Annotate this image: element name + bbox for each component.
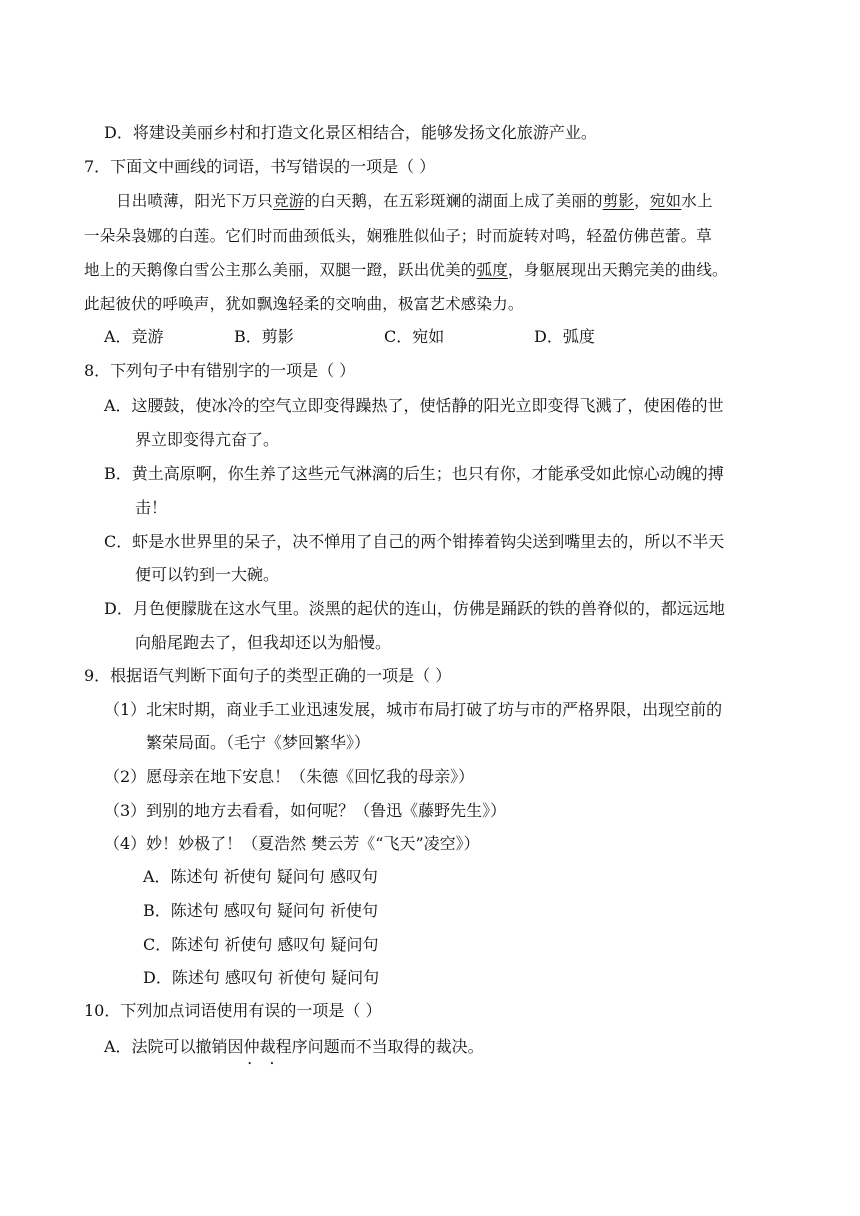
q7-stem: 7．下面文中画线的词语，书写错误的一项是（ ） [84,157,436,176]
q8-option-a[interactable]: A．这腰鼓，使冰冷的空气立即变得躁热了，使恬静的阳光立即变得飞溅了，使困倦的世 [104,396,724,415]
underlined-word-jianying: 剪影 [602,192,635,210]
q7-option-a[interactable]: A．竞游 [104,327,164,346]
q8-option-d-cont: 向船尾跑去了，但我却还以为船慢。 [135,633,392,652]
dotted-word-zhongcai: 仲裁 • • [244,1036,276,1058]
q7-passage-line-3: 地上的天鹅像白雪公主那么美丽，双腿一蹬，跃出优美的弧度，身躯展现出天鹅完美的曲线。 [84,261,728,279]
q8-option-c[interactable]: C．虾是水世界里的呆子，决不惮用了自己的两个钳捧着钩尖送到嘴里去的，所以不半天 [104,532,725,551]
q7-option-b[interactable]: B．剪影 [234,327,294,346]
q10-stem: 10．下列加点词语使用有误的一项是（ ） [84,1001,382,1020]
q7-passage-line-4: 此起彼伏的呼唤声，犹如飘逸轻柔的交响曲，极富艺术感染力。 [84,295,524,313]
q8-option-b[interactable]: B．黄土高原啊，你生养了这些元气淋漓的后生；也只有你，才能承受如此惊心动魄的搏 [104,464,724,483]
underlined-word-hudu: 弧度 [476,261,508,279]
q8-option-c-cont: 便可以钓到一大碗。 [135,565,280,584]
q9-stem: 9．根据语气判断下面句子的类型正确的一项是（ ） [84,666,452,685]
q9-sentence-2: （2）愿母亲在地下安息！（朱德《回忆我的母亲》） [104,767,475,786]
q9-option-d[interactable]: D．陈述句 感叹句 祈使句 疑问句 [143,968,380,987]
underlined-word-wanru: 宛如 [649,192,682,210]
q8-option-d[interactable]: D．月色便朦胧在这水气里。淡黑的起伏的连山，仿佛是踊跃的铁的兽脊似的，都远远地 [104,599,725,618]
q9-sentence-4: （4）妙！妙极了！（夏浩然 樊云芳《“飞天”凌空》） [104,834,480,853]
q10-option-a[interactable]: A．法院可以撤销因仲裁 • •程序问题而不当取得的裁决。 [104,1036,484,1058]
q9-option-a[interactable]: A．陈述句 祈使句 疑问句 感叹句 [143,867,378,886]
q8-stem: 8．下列句子中有错别字的一项是（ ） [84,361,356,380]
q7-option-d[interactable]: D．弧度 [534,327,595,346]
underlined-word-jingyou: 竞游 [273,192,305,210]
q9-option-b[interactable]: B．陈述句 感叹句 疑问句 祈使句 [143,901,379,920]
q9-sentence-1: （1）北宋时期，商业手工业迅速发展，城市布局打破了坊与市的严格界限，出现空前的 [104,700,723,719]
q6-option-d: D．将建设美丽乡村和打造文化景区相结合，能够发扬文化旅游产业。 [104,123,597,142]
q7-passage-line-2: 一朵朵袅娜的白莲。它们时而曲颈低头，娴雅胜似仙子；时而旋转对鸣，轻盈仿佛芭蕾。草 [84,227,713,245]
q8-option-b-cont: 击！ [135,498,168,517]
q8-option-a-cont: 界立即变得亢奋了。 [135,430,280,449]
q7-passage-line-1: 日出喷薄，阳光下万只竞游的白天鹅，在五彩斑斓的湖面上成了美丽的剪影，宛如水上 [116,192,713,210]
q9-sentence-1-cont: 繁荣局面。（毛宁《梦回繁华》） [146,733,371,752]
q7-option-c[interactable]: C．宛如 [384,327,445,346]
q9-sentence-3: （3）到别的地方去看看，如何呢？（鲁迅《藤野先生》） [104,801,507,820]
q9-option-c[interactable]: C．陈述句 祈使句 感叹句 疑问句 [143,935,379,954]
